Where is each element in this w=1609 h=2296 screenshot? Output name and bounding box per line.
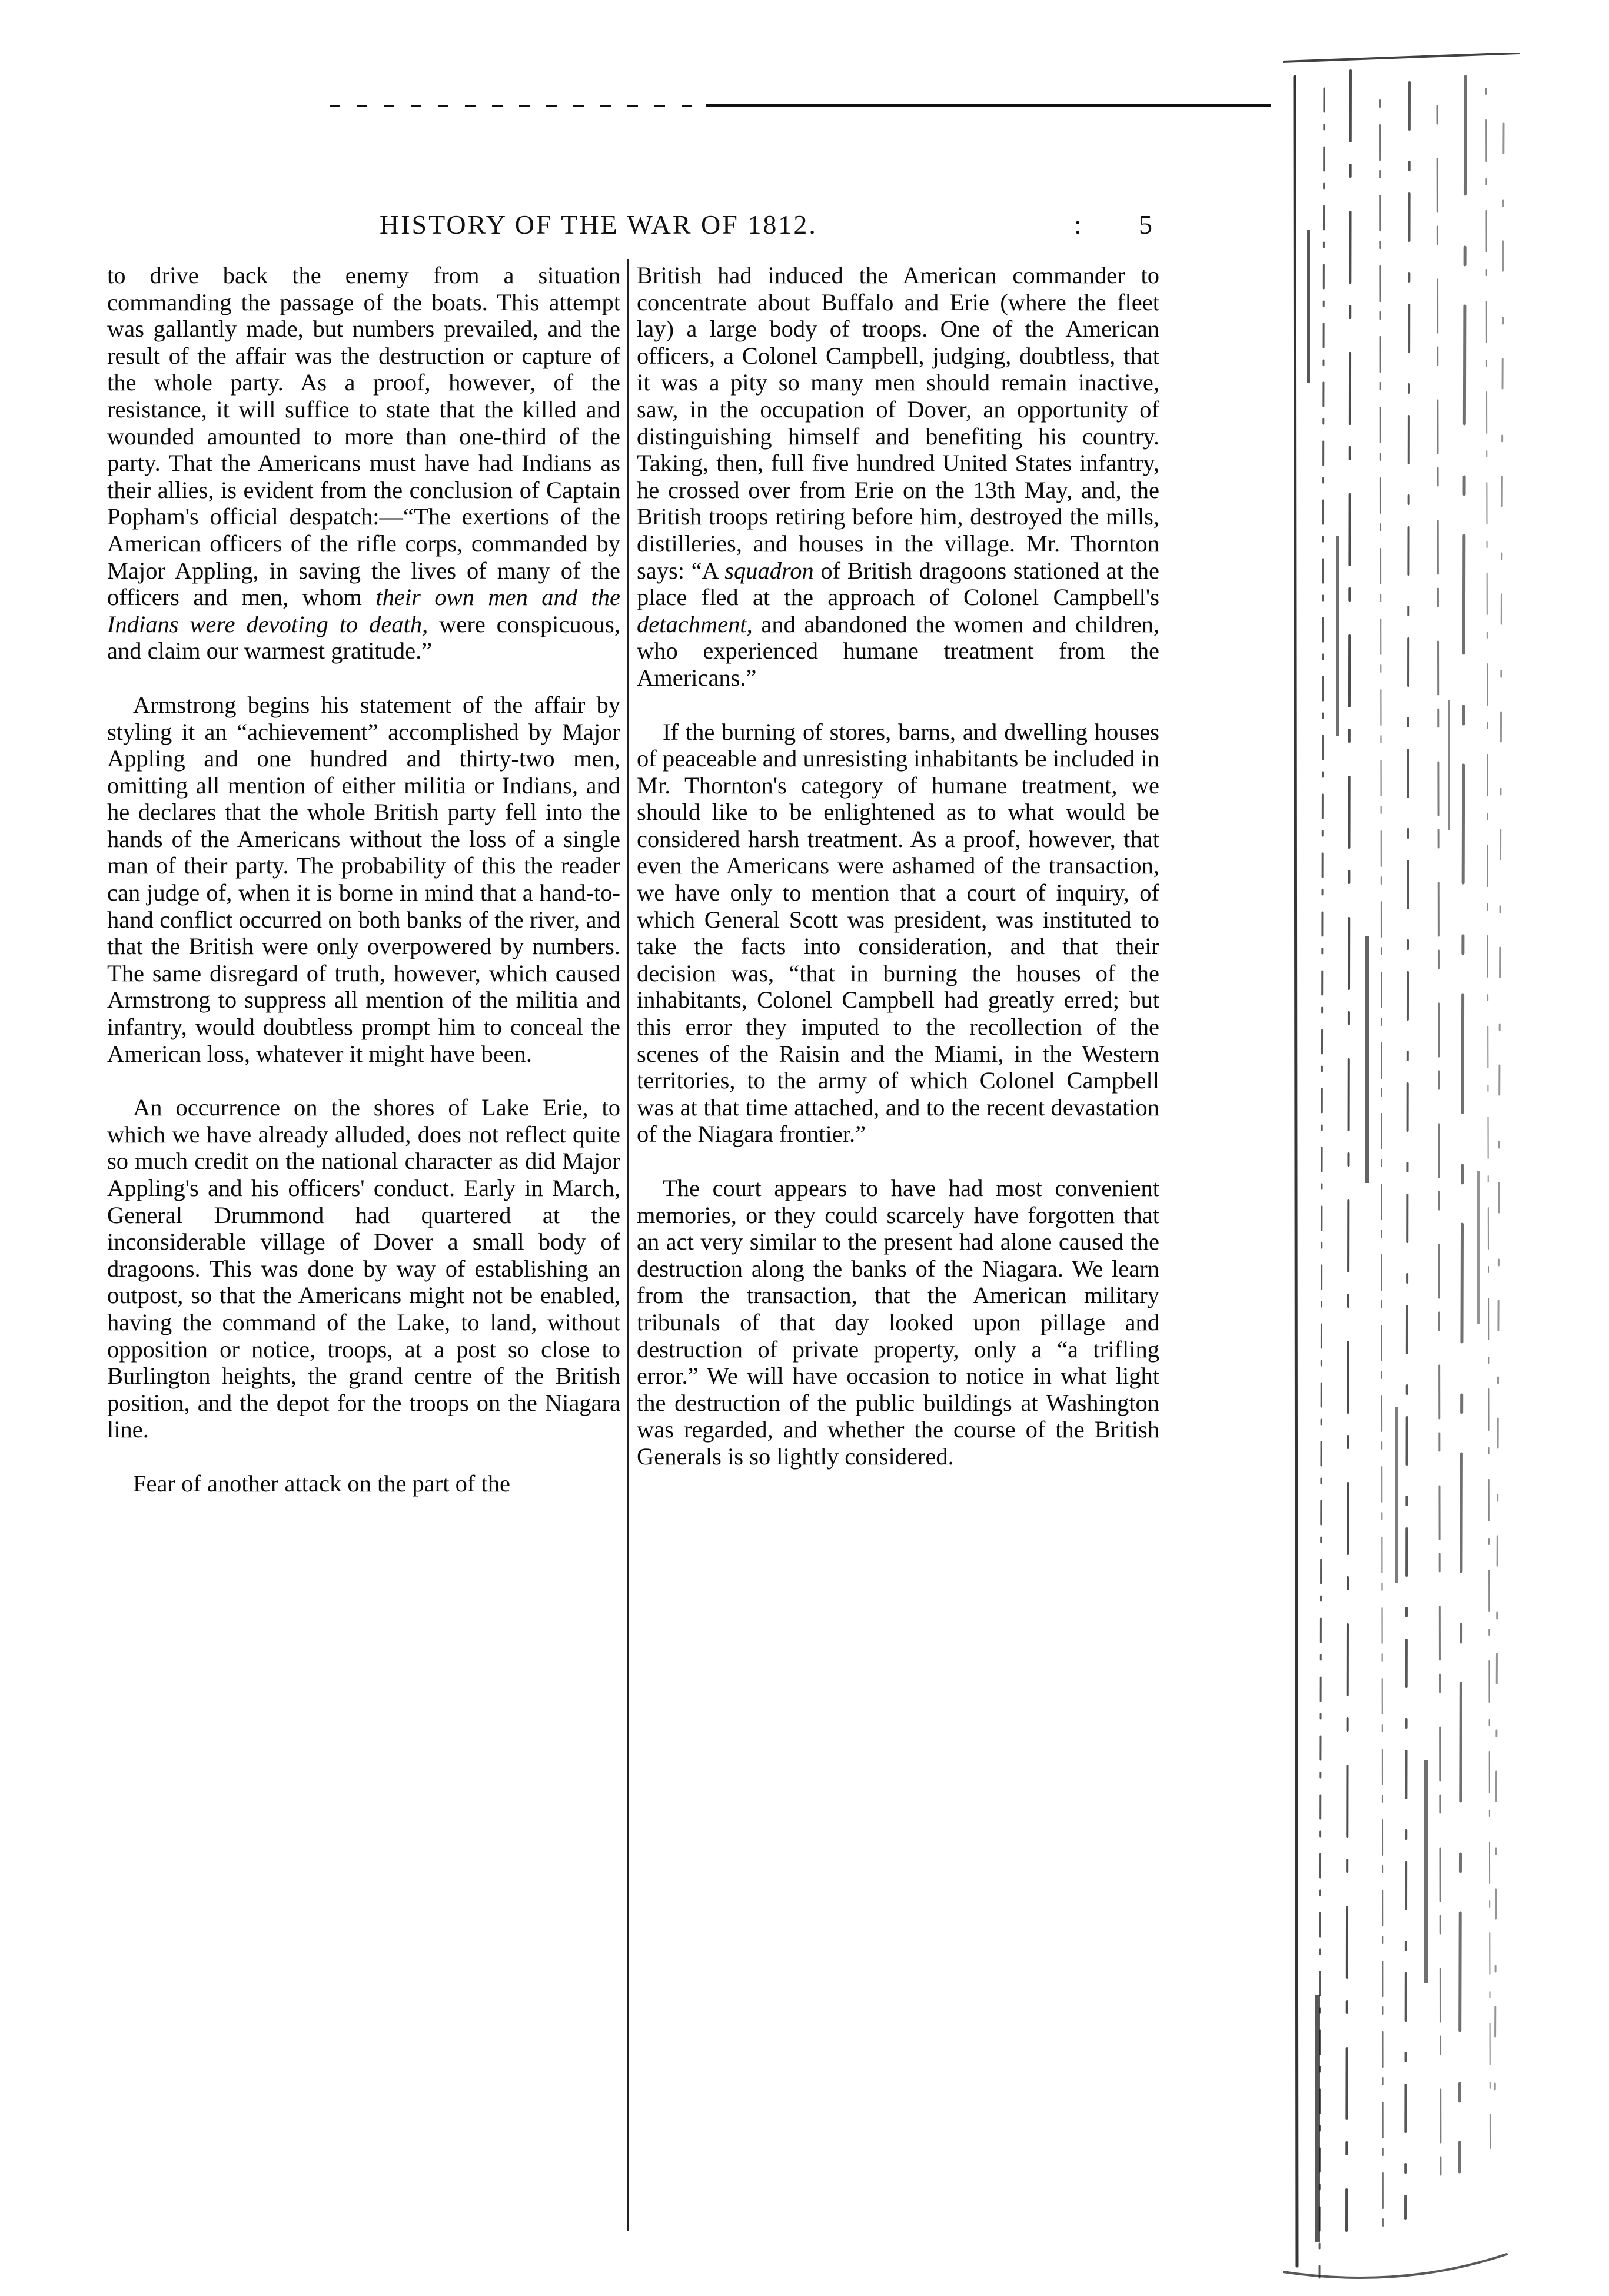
left-paragraph-1 xyxy=(107,262,620,664)
paragraph-gap xyxy=(107,1443,620,1470)
running-head xyxy=(177,209,1265,250)
text-run: to drive back the enemy from a situation commanding the passage of the boats. This attempt was gallantly made, but numbers prevailed, and the result of the affair was the destruction or capture of the whole party. As a proof, however, of the resistance, it will suffice to state that the killed and wounded amounted to more than one-third of the party. That the Americans must have had Indians as their allies, is evident from the conclusion of Captain Popham's official despatch:—“The exertions of the American officers of the rifle corps, commanded by Major Appling, in saving the lives of many of the officers and men, whom xyxy=(107,262,620,611)
text-run: and abandoned the women and children, who experienced humane treatment from the Americans.” xyxy=(637,610,1159,691)
left-paragraph-4: Fear of another attack on the part of the xyxy=(133,1470,510,1497)
binding-texture xyxy=(1283,53,1609,2296)
paragraph-gap xyxy=(637,692,1159,719)
italic-run: their own men and the Indians were devoting to death, xyxy=(107,584,620,637)
top-rule xyxy=(706,104,1271,107)
top-rule-dashed xyxy=(330,105,706,107)
italic-run: detachment, xyxy=(637,610,753,637)
running-head-title: HISTORY OF THE WAR OF 1812. xyxy=(380,210,817,240)
scanned-binding-edge xyxy=(1283,53,1609,2296)
left-paragraph-2: Armstrong begins his statement of the affair by styling it an “achievement” accomplished by Major Appling and one hundred and thirty-two men, omitting all mention of either militia or Indians, and he declares that the whole British party fell into the hands of the Americans without the loss of a single man of their party. The probability of this the reader can judge of, when it is borne in mind that a hand-to-hand conflict occurred on both banks of the river, and that the British were only overpowered by numbers. The same disregard of truth, however, which caused Armstrong to suppress all mention of the militia and infantry, would doubtless prompt him to conceal the American loss, whatever it might have been. xyxy=(107,691,620,1067)
text-run: British had induced the American commander to concentrate about Buffalo and Erie (where the fleet lay) a large body of troops. One of the American officers, a Colonel Campbell, judging, doubtless, that it was a pity so many men should remain inactive, saw, in the occupation of Dover, an opportunity of distinguishing himself and benefiting his country. Taking, then, full five hundred United States infantry, he crossed over from Erie on the 13th May, and, the British troops retiring before him, destroyed the mills, distilleries, and houses in the village. Mr. Thornton says: “A xyxy=(637,262,1159,584)
paragraph-gap xyxy=(107,1067,620,1094)
right-paragraph-1 xyxy=(637,262,1159,692)
right-paragraph-3: The court appears to have had most convenient memories, or they could scarcely have forgotten that an act very similar to the present had alone caused the destruction along the banks of the Niagara. We learn from the transaction, that the American military tribunals of that day looked upon pillage and destruction of private property, only a “a trifling error.” We will have occasion to notice in what light the destruction of the public buildings at Washington was regarded, and whether the course of the British Generals is so lightly considered. xyxy=(637,1175,1159,1470)
text-run: of British dragoons stationed at the place fled at the approach of Colonel Campbell's xyxy=(637,557,1159,611)
page-number: 5 xyxy=(1139,210,1154,240)
right-column xyxy=(637,262,1159,1470)
left-column xyxy=(107,262,620,1497)
right-paragraph-2: If the burning of stores, barns, and dwelling houses of peaceable and unresisting inhabitants be included in Mr. Thornton's category of humane treatment, we should like to be enlightened as to what would be considered harsh treatment. As a proof, however, that even the Americans were ashamed of the transaction, we have only to mention that a court of inquiry, of which General Scott was president, was instituted to take the facts into consideration, and that their decision was, “that in burning the houses of the inhabitants, Colonel Campbell had greatly erred; but this error they imputed to the recollection of the scenes of the Raisin and the Miami, in the Western territories, to the army of which Colonel Campbell was at that time attached, and to the recent devastation of the Niagara frontier.” xyxy=(637,718,1159,1148)
paragraph-gap xyxy=(637,1148,1159,1175)
running-head-separator: : xyxy=(1074,210,1083,240)
column-divider xyxy=(627,259,629,2231)
text-run: were conspicuous, and claim our warmest gratitude.” xyxy=(107,610,620,664)
paragraph-gap xyxy=(107,664,620,692)
left-paragraph-3: An occurrence on the shores of Lake Erie, to which we have already alluded, does not reflect quite so much credit on the national character as did Major Appling's and his officers' conduct. Early in March, General Drummond had quartered at the inconsiderable village of Dover a small body of dragoons. This was done by way of establishing an outpost, so that the Americans might not be enabled, having the command of the Lake, to land, without opposition or notice, troops, at a post so close to Burlington heights, the grand centre of the British position, and the depot for the troops on the Niagara line. xyxy=(107,1094,620,1443)
italic-run: squadron xyxy=(724,557,814,584)
